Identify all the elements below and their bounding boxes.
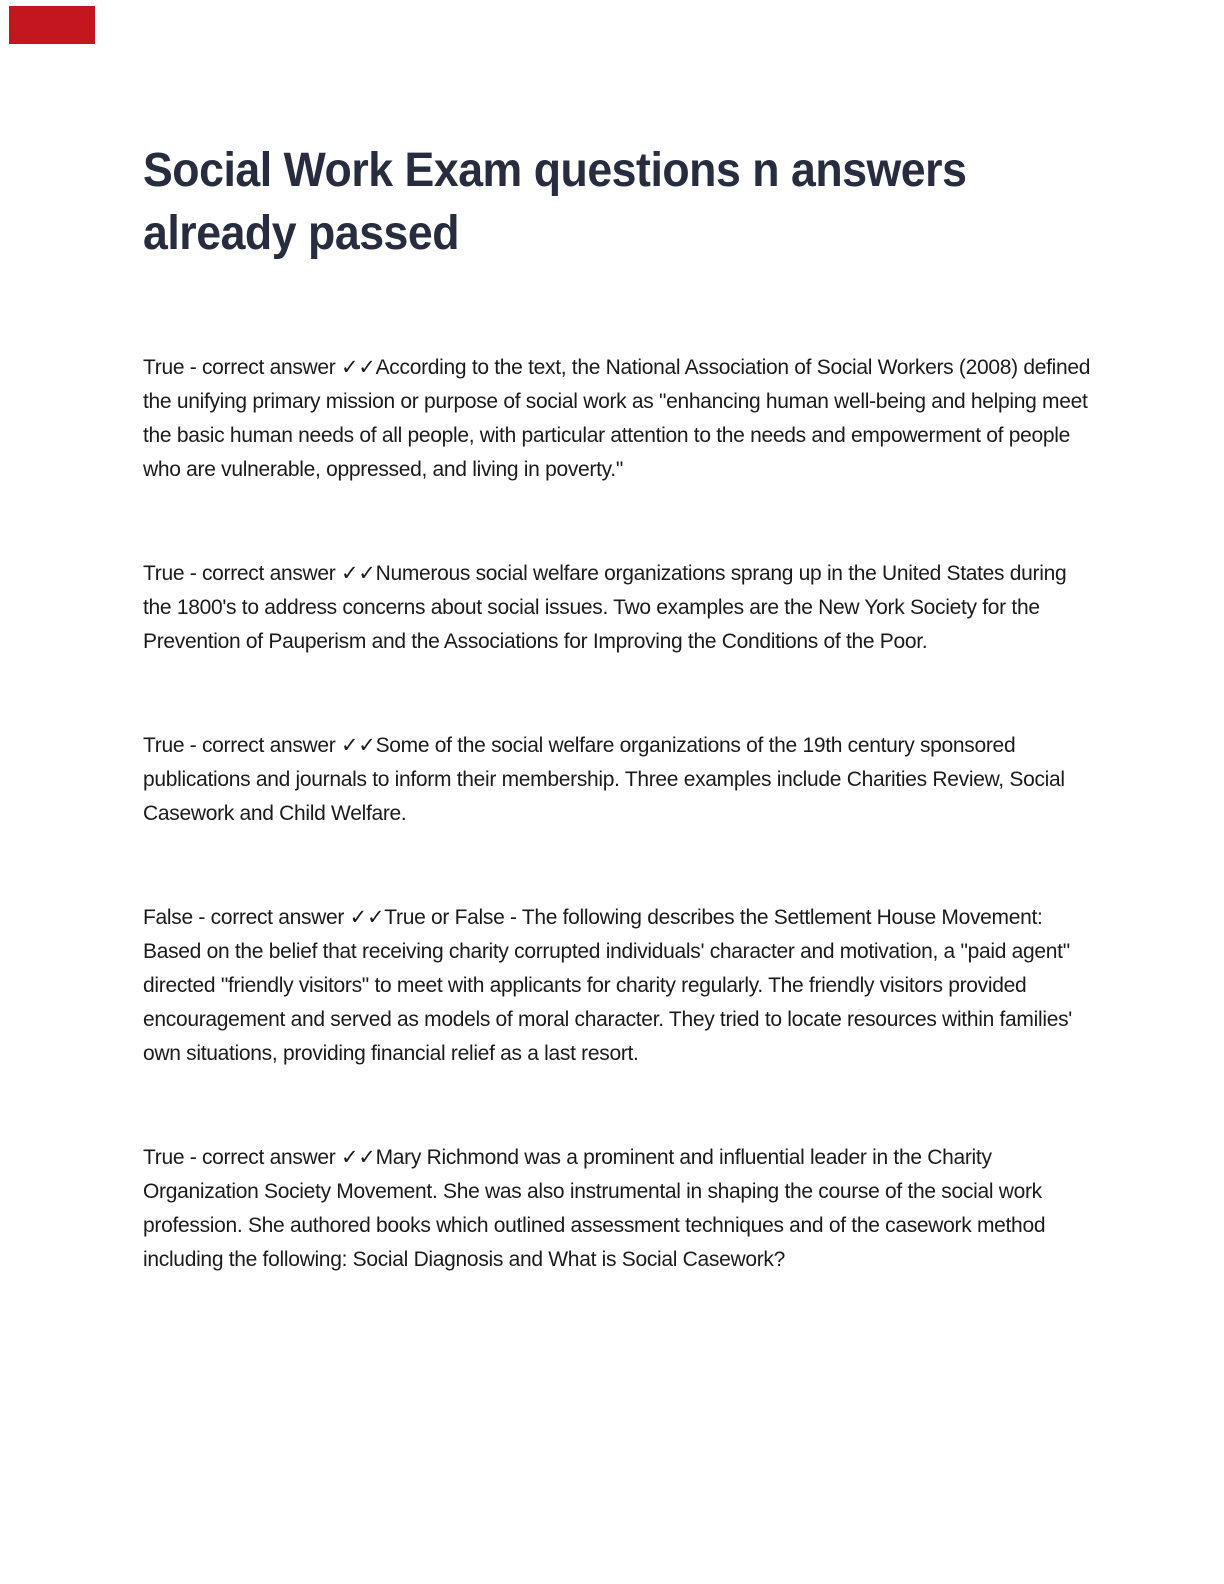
document-title-line: already passed: [143, 207, 460, 260]
red-brand-mark: [9, 6, 95, 44]
document-title: [143, 139, 1110, 265]
qa-paragraph: True - correct answer ✓✓Mary Richmond was a prominent and influential leader in the Charity Organization Society Movement. She was also instrumental in shaping the course of the social work profession. She authored books which outlined assessment techniques and of the casework method including the following: Social Diagnosis and What is Social Casework?: [143, 1146, 1046, 1271]
document-content: [143, 0, 1093, 1347]
document-title-line: Social Work Exam questions n answers: [143, 144, 967, 197]
qa-paragraph: False - correct answer ✓✓True or False - The following describes the Settlement House Movement: Based on the belief that receiving charity corrupted individuals' character and motivation, a "paid agent" directed "friendly visitors" to meet with applicants for charity regularly. The friendly visitors provided encouragement and served as models of moral character. They tried to locate resources within families' own situations, providing financial relief as a last resort.: [143, 906, 1072, 1065]
qa-paragraphs: [143, 351, 1093, 1277]
qa-paragraph: True - correct answer ✓✓Numerous social welfare organizations sprang up in the United States during the 1800's to address concerns about social issues. Two examples are the New York Society for the Prevention of Pauperism and the Associations for Improving the Conditions of the Poor.: [143, 562, 1067, 653]
qa-paragraph: True - correct answer ✓✓According to the text, the National Association of Social Workers (2008) defined the unifying primary mission or purpose of social work as "enhancing human well-being and helping meet the basic human needs of all people, with particular attention to the needs and empowerment of people who are vulnerable, oppressed, and living in poverty.": [143, 356, 1091, 481]
qa-paragraph: True - correct answer ✓✓Some of the social welfare organizations of the 19th century sponsored publications and journals to inform their membership. Three examples include Charities Review, Social Casework and Child Welfare.: [143, 734, 1065, 825]
